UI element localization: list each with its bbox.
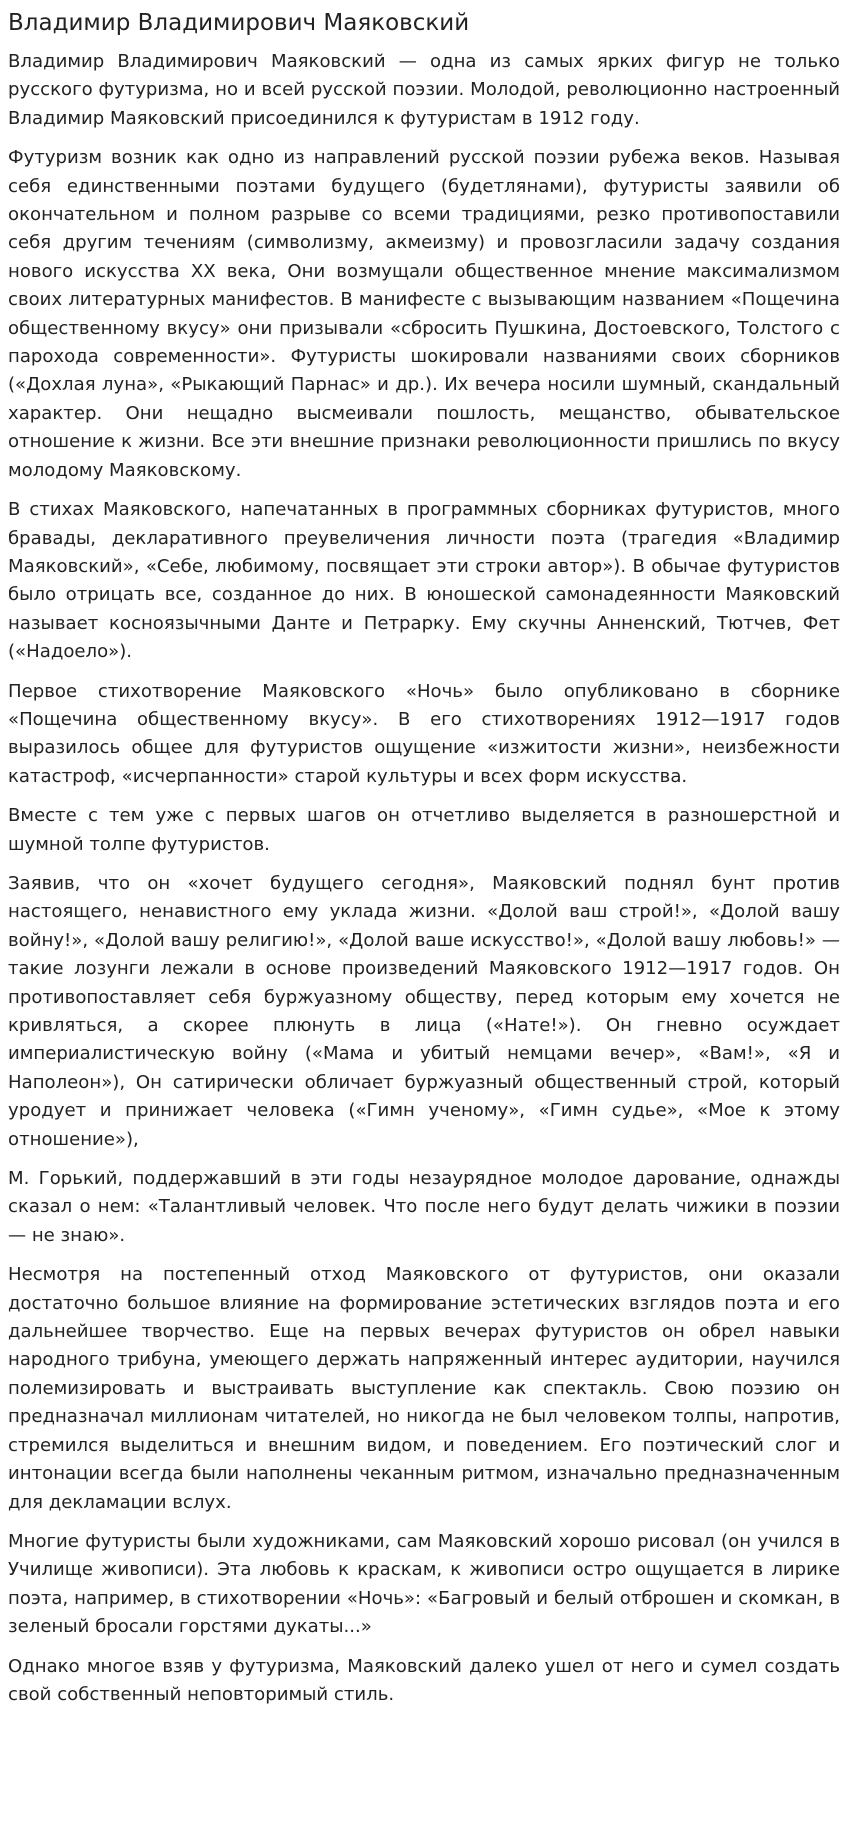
article-paragraph: Вместе с тем уже с первых шагов он отчетливо выделяется в разношерстной и шумной толпе футуристов. [8,805,840,855]
article-paragraph: Первое стихотворение Маяковского «Ночь» было опубликовано в сборнике «Пощечина общественному вкусу». В его стихотворениях 1912—1917 годов выразилось общее для футуристов ощущение «изжитости жизни», неизбежности катастроф, «исчерпанности» старой культуры и всех форм искусства. [8,680,840,787]
article-title: Владимир Владимирович Маяковский [8,10,470,36]
article-paragraph: Заявив, что он «хочет будущего сегодня», Маяковский поднял бунт против настоящего, ненавистного ему уклада жизни. «Долой ваш строй!», «Долой вашу войну!», «Долой вашу религию!», «Долой ваше искусство!», «Долой вашу любовь!» — такие лозунги лежали в основе произведений Маяковского 1912—1917 годов. Он противопоставляет себя буржуазному обществу, перед которым ему хочется не кривляться, а скорее плюнуть в лица («Нате!»). Он гневно осуждает империалистическую войну («Мама и убитый немцами вечер», «Вам!», «Я и Наполеон»), Он сатирически обличает буржуазный общественный строй, который уродует и принижает человека («Гимн ученому», «Гимн судье», «Мое к этому отношение»), [8,872,840,1150]
article-paragraph: М. Горький, поддержавший в эти годы незаурядное молодое дарование, однажды сказал о нем: «Талантливый человек. Что после него будут делать чижики в поэзии — не знаю». [8,1168,840,1246]
article-paragraph: Несмотря на постепенный отход Маяковского от футуристов, они оказали достаточно большое влияние на формирование эстетических взглядов поэта и его дальнейшее творчество. Еще на первых вечерах футуристов он обрел навыки народного трибуна, умеющего держать напряженный интерес аудитории, научился полемизировать и выстраивать выступление как спектакль. Свою поэзию он предназначал миллионам читателей, но никогда не был человеком толпы, напротив, стремился выделиться и внешним видом, и поведением. Его поэтический слог и интонации всегда были наполнены чеканным ритмом, изначально предназначенным для декламации вслух. [8,1264,840,1513]
article-paragraph: Однако многое взяв у футуризма, Маяковский далеко ушел от него и сумел создать свой собственный неповторимый стиль. [8,1655,840,1705]
article-paragraph: В стихах Маяковского, напечатанных в программных сборниках футуристов, много бравады, декларативного преувеличения личности поэта (трагедия «Владимир Маяковский», «Себе, любимому, посвящает эти строки автор»). В обычае футуристов было отрицать все, созданное до них. В юношеской самонадеянности Маяковский называет косноязычными Данте и Петрарку. Ему скучны Анненский, Тютчев, Фет («Надоело»). [8,499,840,663]
article-paragraph: Многие футуристы были художниками, сам Маяковский хорошо рисовал (он учился в Училище живописи). Эта любовь к краскам, к живописи остро ощущается в лирике поэта, например, в стихотворении «Ночь»: «Багровый и белый отброшен и скомкан, в зеленый бросали горстями дукаты...» [8,1530,840,1638]
article-paragraph: Владимир Владимирович Маяковский — одна из самых ярких фигур не только русского футуризма, но и всей русской поэзии. Молодой, революционно настроенный Владимир Маяковский присоединился к футуристам в 1912 году. [8,51,840,129]
article-paragraph: Футуризм возник как одно из направлений русской поэзии рубежа веков. Называя себя единственными поэтами будущего (будетлянами), футуристы заявили об окончательном и полном разрыве со всеми традициями, резко противопоставили себя другим течениям (символизму, акмеизму) и провозгласили задачу создания нового искусства XX века, Они возмущали общественное мнение максимализмом своих литературных манифестов. В манифесте с вызывающим названием «Пощечина общественному вкусу» они призывали «сбросить Пушкина, Достоевского, Толстого с парохода современности». Футуристы шокировали названиями своих сборников («Дохлая луна», «Рыкающий Парнас» и др.). Их вечера носили шумный, скандальный характер. Они нещадно высмеивали пошлость, мещанство, обывательское отношение к жизни. Все эти внешние признаки революционности пришлись по вкусу молодому Маяковскому. [8,147,840,481]
